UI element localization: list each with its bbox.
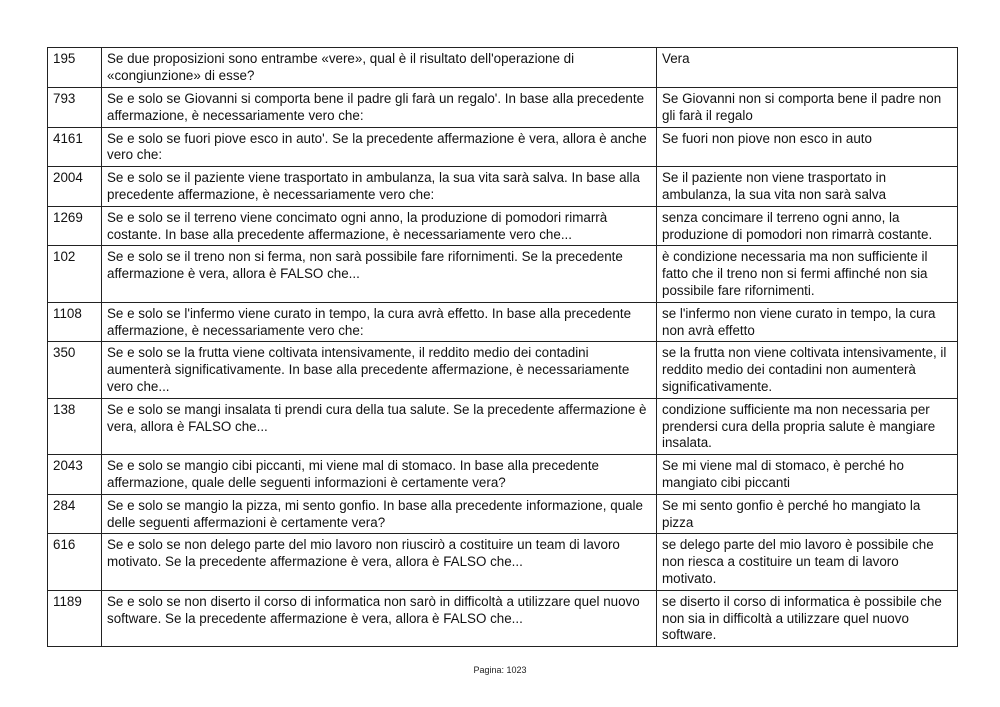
answer-text: Se il paziente non viene trasportato in ambulanza, la sua vita non sarà salva xyxy=(657,167,958,207)
table-row xyxy=(48,206,958,246)
question-id: 350 xyxy=(48,342,102,398)
question-text: Se e solo se non delego parte del mio lavoro non riuscirò a costituire un team di lavoro motivato. Se la precedente affermazione è vera, allora è FALSO che... xyxy=(102,534,657,590)
answer-text: Se mi sento gonfio è perché ho mangiato la pizza xyxy=(657,494,958,534)
question-text: Se e solo se il terreno viene concimato ogni anno, la produzione di pomodori rimarrà costante. In base alla precedente affermazione, è necessariamente vero che... xyxy=(102,206,657,246)
question-text: Se e solo se la frutta viene coltivata intensivamente, il reddito medio dei contadini aumenterà significativamente. In base alla precedente affermazione, è necessariamente vero che... xyxy=(102,342,657,398)
answer-text: se la frutta non viene coltivata intensivamente, il reddito medio dei contadini non aumenterà significativamente. xyxy=(657,342,958,398)
question-id: 793 xyxy=(48,88,102,128)
question-text: Se e solo se mangi insalata ti prendi cura della tua salute. Se la precedente affermazione è vera, allora è FALSO che... xyxy=(102,398,657,454)
table-row xyxy=(48,167,958,207)
table-row xyxy=(48,455,958,495)
question-text: Se e solo se l'infermo viene curato in tempo, la cura avrà effetto. In base alla precedente affermazione, è necessariamente vero che: xyxy=(102,302,657,342)
question-id: 4161 xyxy=(48,127,102,167)
question-text: Se e solo se il treno non si ferma, non sarà possibile fare rifornimenti. Se la precedente affermazione è vera, allora è FALSO che... xyxy=(102,246,657,302)
question-id: 1269 xyxy=(48,206,102,246)
answer-text: Se fuori non piove non esco in auto xyxy=(657,127,958,167)
table-row xyxy=(48,398,958,454)
table-row xyxy=(48,590,958,646)
table-row xyxy=(48,48,958,88)
question-id: 2043 xyxy=(48,455,102,495)
answer-text: se delego parte del mio lavoro è possibile che non riesca a costituire un team di lavoro motivato. xyxy=(657,534,958,590)
question-text: Se e solo se mangio cibi piccanti, mi viene mal di stomaco. In base alla precedente affermazione, quale delle seguenti informazioni è certamente vera? xyxy=(102,455,657,495)
question-id: 195 xyxy=(48,48,102,88)
answer-text: senza concimare il terreno ogni anno, la produzione di pomodori non rimarrà costante. xyxy=(657,206,958,246)
table-row xyxy=(48,88,958,128)
page-number: Pagina: 1023 xyxy=(473,665,527,675)
table-row xyxy=(48,342,958,398)
table-row xyxy=(48,127,958,167)
question-id: 2004 xyxy=(48,167,102,207)
question-id: 138 xyxy=(48,398,102,454)
question-text: Se e solo se non diserto il corso di informatica non sarò in difficoltà a utilizzare quel nuovo software. Se la precedente affermazione è vera, allora è FALSO che... xyxy=(102,590,657,646)
question-id: 1108 xyxy=(48,302,102,342)
question-text: Se e solo se fuori piove esco in auto'. Se la precedente affermazione è vera, allora è anche vero che: xyxy=(102,127,657,167)
questions-table-body xyxy=(48,48,958,647)
answer-text: se l'infermo non viene curato in tempo, la cura non avrà effetto xyxy=(657,302,958,342)
answer-text: è condizione necessaria ma non sufficiente il fatto che il treno non si fermi affinché non sia possibile fare rifornimenti. xyxy=(657,246,958,302)
answer-text: Se Giovanni non si comporta bene il padre non gli farà il regalo xyxy=(657,88,958,128)
table-row xyxy=(48,302,958,342)
question-text: Se due proposizioni sono entrambe «vere», qual è il risultato dell'operazione di «congiunzione» di esse? xyxy=(102,48,657,88)
question-id: 102 xyxy=(48,246,102,302)
question-id: 1189 xyxy=(48,590,102,646)
answer-text: condizione sufficiente ma non necessaria per prendersi cura della propria salute è mangiare insalata. xyxy=(657,398,958,454)
questions-table xyxy=(47,47,958,647)
question-text: Se e solo se mangio la pizza, mi sento gonfio. In base alla precedente informazione, quale delle seguenti affermazioni è certamente vera? xyxy=(102,494,657,534)
question-text: Se e solo se il paziente viene trasportato in ambulanza, la sua vita sarà salva. In base alla precedente affermazione, è necessariamente vero che: xyxy=(102,167,657,207)
question-id: 616 xyxy=(48,534,102,590)
answer-text: Se mi viene mal di stomaco, è perché ho mangiato cibi piccanti xyxy=(657,455,958,495)
answer-text: se diserto il corso di informatica è possibile che non sia in difficoltà a utilizzare quel nuovo software. xyxy=(657,590,958,646)
table-row xyxy=(48,494,958,534)
question-text: Se e solo se Giovanni si comporta bene il padre gli farà un regalo'. In base alla precedente affermazione, è necessariamente vero che: xyxy=(102,88,657,128)
table-row xyxy=(48,534,958,590)
answer-text: Vera xyxy=(657,48,958,88)
question-id: 284 xyxy=(48,494,102,534)
table-row xyxy=(48,246,958,302)
